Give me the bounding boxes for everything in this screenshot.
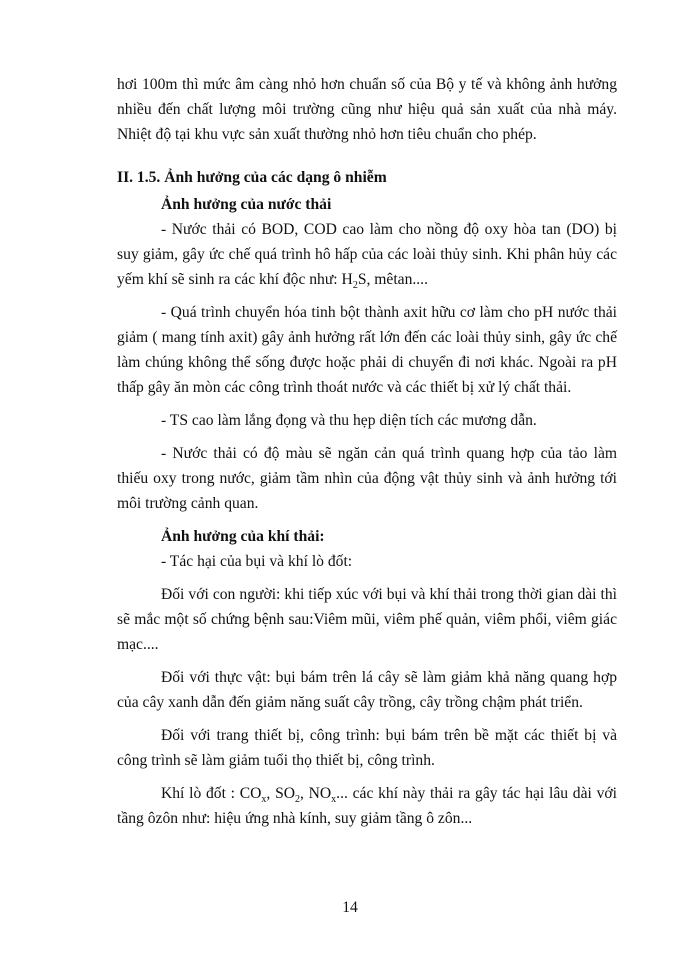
subscript: 2 <box>352 280 358 292</box>
paragraph-continued-noise: hơi 100m thì mức âm càng nhỏ hơn chuẩn số của Bộ y tế và không ảnh hưởng nhiều đến chất lượng môi trường cũng như hiệu quả sản xuất của nhà máy. Nhiệt độ tại khu vực sản xuất thường nhỏ hơn tiêu chuẩn cho phép. <box>117 76 617 143</box>
text-run: ... các khí này thải ra gây tác hại lâu dài với tầng ôzôn như: hiệu ứng nhà kính, suy giảm tầng ô zôn... <box>117 785 617 827</box>
paragraph-bod-cod <box>117 217 617 292</box>
water-impact-heading: Ảnh hưởng của nước thải <box>161 196 332 213</box>
text-run: , SO <box>266 785 295 802</box>
paragraph-plants: Đối với thực vật: bụi bám trên lá cây sẽ làm giảm khả năng quang hợp của cây xanh dẫn đến giảm năng suất cây trồng, cây trồng chậm phát triển. <box>117 669 617 711</box>
section-heading: II. 1.5. Ảnh hưởng của các dạng ô nhiễm <box>117 169 387 186</box>
paragraph-humans: Đối với con người: khi tiếp xúc với bụi và khí thải trong thời gian dài thì sẽ mắc một số chứng bệnh sau:Viêm mũi, viêm phế quản, viêm phổi, viêm giác mạc.... <box>117 586 617 653</box>
paragraph-ts: - TS cao làm lắng đọng và thu hẹp diện tích các mương dẫn. <box>161 412 537 429</box>
text-run: S, mêtan.... <box>357 271 428 288</box>
paragraph-dust-intro: - Tác hại của bụi và khí lò đốt: <box>161 553 353 570</box>
air-impact-heading: Ảnh hưởng của khí thải: <box>161 528 325 545</box>
text-run: - Nước thải có BOD, COD cao làm cho nồng độ oxy hòa tan (DO) bị suy giảm, gây ức chế quá trình hô hấp của các loài thủy sinh. Khi phân hủy các yếm khí sẽ sinh ra các khí độc như: H <box>117 221 617 288</box>
paragraph-starch-ph: - Quá trình chuyển hóa tinh bột thành axit hữu cơ làm cho pH nước thải giảm ( mang tính axit) gây ảnh hưởng rất lớn đến các loài thủy sinh, gây ức chế làm chúng không thể sống được hoặc phải di chuyển đi nơi khác. Ngoài ra pH thấp gây ăn mòn các công trình thoát nước và các thiết bị xử lý chất thải. <box>117 304 617 396</box>
paragraph-equipment: Đối với trang thiết bị, công trình: bụi bám trên bề mặt các thiết bị và công trình sẽ làm giảm tuổi thọ thiết bị, công trình. <box>117 727 617 769</box>
subscript: x <box>261 794 267 806</box>
page-number: 14 <box>342 899 358 916</box>
text-run: , NO <box>300 785 332 802</box>
paragraph-color: - Nước thải có độ màu sẽ ngăn cản quá trình quang hợp của tảo làm thiếu oxy trong nước, giảm tầm nhìn của động vật thủy sinh và ảnh hưởng tới môi trường cảnh quan. <box>117 445 617 512</box>
text-run: Khí lò đốt : CO <box>161 785 262 802</box>
subscript: x <box>331 794 337 806</box>
paragraph-furnace-gas <box>117 781 617 831</box>
subscript: 2 <box>295 794 300 806</box>
page-content <box>117 72 617 831</box>
